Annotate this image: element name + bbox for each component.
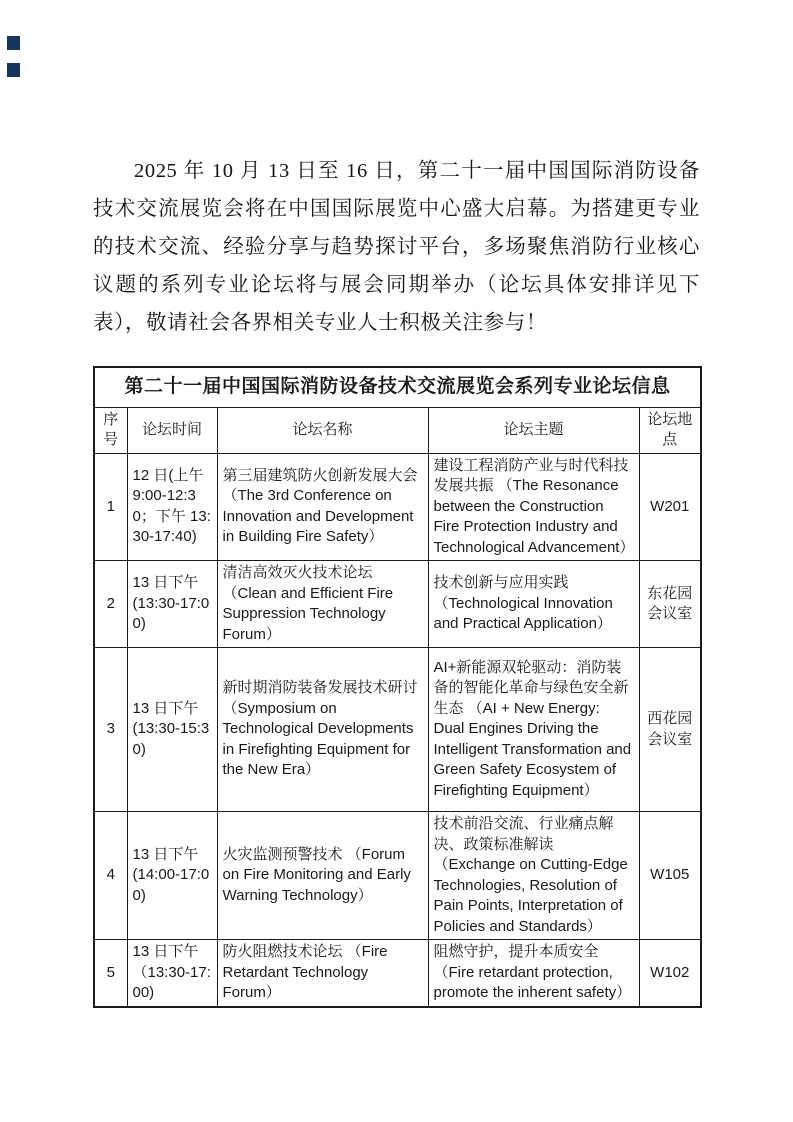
cell-no: 1 bbox=[94, 453, 127, 561]
cell-name: 新时期消防装备发展技术研讨 （Symposium on Technological Developments in Firefighting Equipment for the New Era） bbox=[217, 648, 428, 812]
corner-mark-icon bbox=[7, 36, 20, 50]
header-time: 论坛时间 bbox=[127, 407, 217, 453]
cell-no: 2 bbox=[94, 561, 127, 648]
cell-theme: 技术前沿交流、行业痛点解决、政策标准解读 （Exchange on Cutting-Edge Technologies, Resolution of Pain Points, Interpretation of Policies and Standards） bbox=[428, 812, 639, 940]
cell-time: 12 日(上午 9:00-12:30；下午 13:30-17:40) bbox=[127, 453, 217, 561]
cell-time: 13 日下午 （13:30-17:00) bbox=[127, 940, 217, 1007]
cell-no: 4 bbox=[94, 812, 127, 940]
corner-mark-icon bbox=[7, 63, 20, 77]
page-content bbox=[93, 0, 700, 1008]
cell-name: 第三届建筑防火创新发展大会 （The 3rd Conference on Innovation and Development in Building Fire Safety） bbox=[217, 453, 428, 561]
table-row bbox=[94, 453, 701, 561]
header-name: 论坛名称 bbox=[217, 407, 428, 453]
cell-theme: 技术创新与应用实践 （Technological Innovation and Practical Application） bbox=[428, 561, 639, 648]
cell-location: 西花园会议室 bbox=[639, 648, 701, 812]
cell-no: 5 bbox=[94, 940, 127, 1007]
intro-paragraph: 2025 年 10 月 13 日至 16 日，第二十一届中国国际消防设备技术交流展览会将在中国国际展览中心盛大启幕。为搭建更专业的技术交流、经验分享与趋势探讨平台，多场聚焦消防行业核心议题的系列专业论坛将与展会同期举办（论坛具体安排详见下表），敬请社会各界相关专业人士积极关注参与！ bbox=[93, 160, 700, 334]
cell-time: 13 日下午 (13:30-15:30) bbox=[127, 648, 217, 812]
table-row bbox=[94, 648, 701, 812]
table-title-row bbox=[94, 367, 701, 407]
header-location: 论坛地点 bbox=[639, 407, 701, 453]
cell-location: W201 bbox=[639, 453, 701, 561]
cell-name: 清洁高效灭火技术论坛 （Clean and Efficient Fire Suppression Technology Forum） bbox=[217, 561, 428, 648]
cell-no: 3 bbox=[94, 648, 127, 812]
cell-name: 防火阻燃技术论坛 （Fire Retardant Technology Forum） bbox=[217, 940, 428, 1007]
header-no: 序号 bbox=[94, 407, 127, 453]
cell-location: W102 bbox=[639, 940, 701, 1007]
table-row bbox=[94, 940, 701, 1007]
header-theme: 论坛主题 bbox=[428, 407, 639, 453]
cell-location: 东花园会议室 bbox=[639, 561, 701, 648]
cell-location: W105 bbox=[639, 812, 701, 940]
cell-theme: AI+新能源双轮驱动：消防装备的智能化革命与绿色安全新生态 （AI + New Energy: Dual Engines Driving the Intelligent Transformation and Green Safety Ecosystem of Firefighting Equipment） bbox=[428, 648, 639, 812]
cell-name: 火灾监测预警技术 （Forum on Fire Monitoring and Early Warning Technology） bbox=[217, 812, 428, 940]
table-title: 第二十一届中国国际消防设备技术交流展览会系列专业论坛信息 bbox=[94, 367, 701, 407]
table-header-row bbox=[94, 407, 701, 453]
cell-time: 13 日下午 (14:00-17:00) bbox=[127, 812, 217, 940]
cell-time: 13 日下午 (13:30-17:00) bbox=[127, 561, 217, 648]
cell-theme: 阻燃守护，提升本质安全 （Fire retardant protection, promote the inherent safety） bbox=[428, 940, 639, 1007]
cell-theme: 建设工程消防产业与时代科技发展共振 （The Resonance between the Construction Fire Protection Industry and Technological Advancement） bbox=[428, 453, 639, 561]
table-row bbox=[94, 561, 701, 648]
table-row bbox=[94, 812, 701, 940]
forum-schedule-table bbox=[93, 366, 702, 1008]
